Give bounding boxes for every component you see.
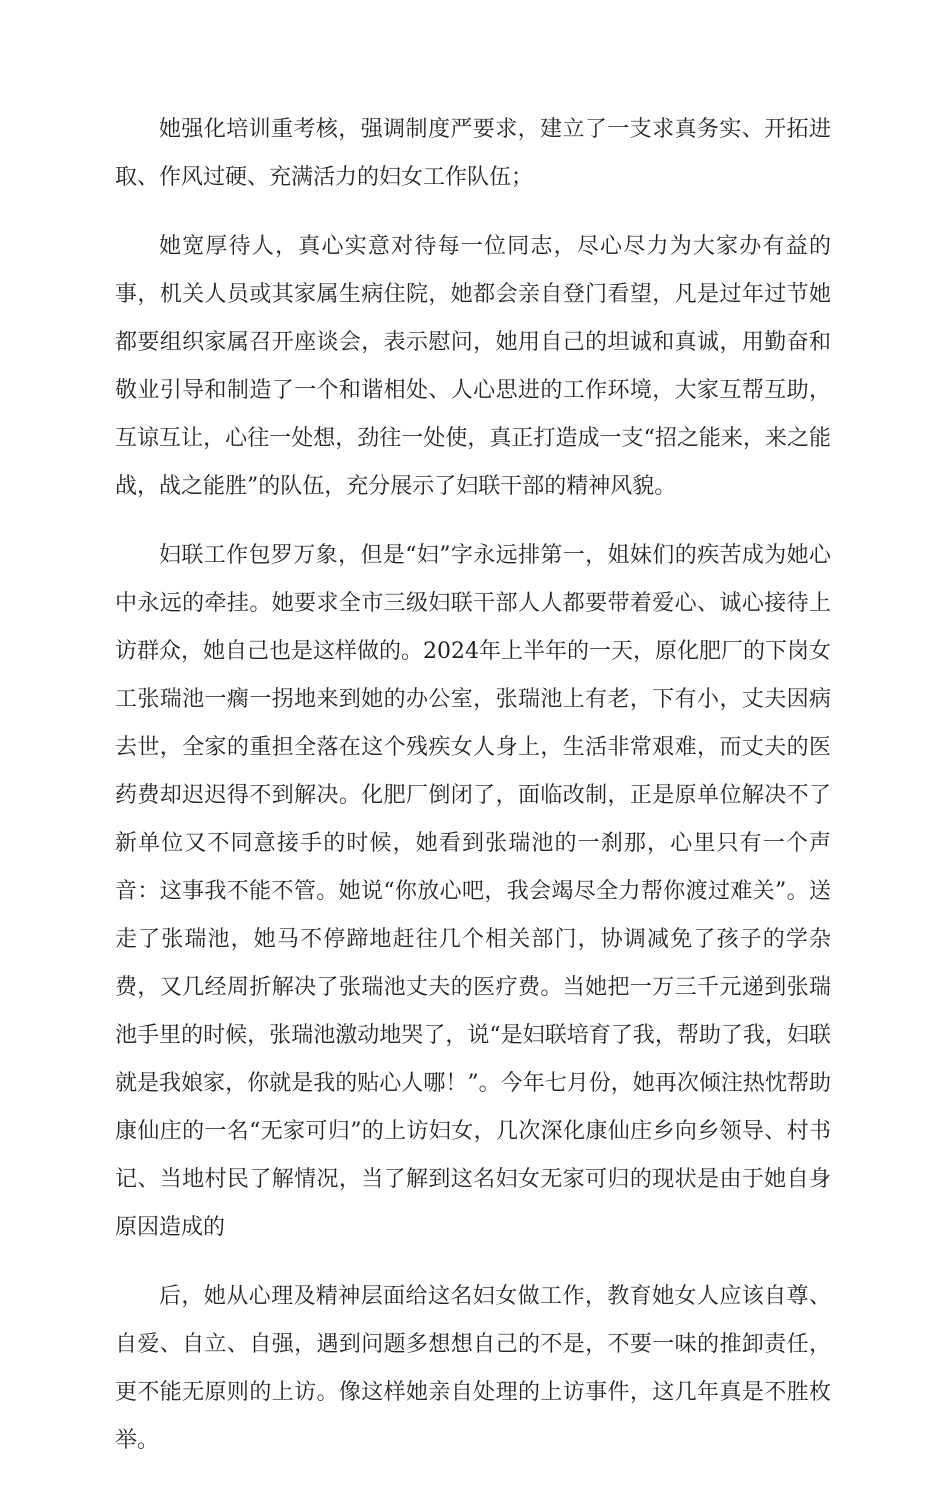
paragraph-team-building: 她强化培训重考核，强调制度严要求，建立了一支求真务实、开拓进取、作风过硬、充满活力的妇女工作队伍； <box>115 117 831 190</box>
paragraph-caring-colleagues: 她宽厚待人，真心实意对待每一位同志，尽心尽力为大家办有益的事，机关人员或其家属生病住院，她都会亲自登门看望，凡是过年过节她都要组织家属召开座谈会，表示慰问，她用自己的坦诚和真诚，用勤奋和敬业引导和制造了一个和谐相处、人心思进的工作环境，大家互帮互助，互谅互让，心往一处想，劲往一处使，真正打造成一支“招之能来，来之能战，战之能胜”的队伍，充分展示了妇联干部的精神风貌。 <box>115 234 831 499</box>
paragraph-petition-case: 妇联工作包罗万象，但是“妇”字永远排第一，姐妹们的疾苦成为她心中永远的牵挂。她要求全市三级妇联干部人人都要带着爱心、诚心接待上访群众，她自己也是这样做的。2024年上半年的一天，原化肥厂的下岗女工张瑞池一瘸一拐地来到她的办公室，张瑞池上有老，下有小，丈夫因病去世，全家的重担全落在这个残疾女人身上，生活非常艰难，而丈夫的医药费却迟迟得不到解决。化肥厂倒闭了，面临改制，正是原单位解决不了新单位又不同意接手的时候，她看到张瑞池的一刹那，心里只有一个声音：这事我不能不管。她说“你放心吧，我会竭尽全力帮你渡过难关”。送走了张瑞池，她马不停蹄地赶往几个相关部门，协调减免了孩子的学杂费，又几经周折解决了张瑞池丈夫的医疗费。当她把一万三千元递到张瑞池手里的时候，张瑞池激动地哭了，说“是妇联培育了我，帮助了我，妇联就是我娘家，你就是我的贴心人哪！”。今年七月份，她再次倾注热忱帮助康仙庄的一名“无家可归”的上访妇女，几次深化康仙庄乡向乡领导、村书记、当地村民了解情况，当了解到这名妇女无家可归的现状是由于她自身原因造成的 <box>115 543 831 1240</box>
document-body <box>115 106 831 1486</box>
paragraph-follow-up: 后，她从心理及精神层面给这名妇女做工作，教育她女人应该自尊、自爱、自立、自强，遇到问题多想想自己的不是，不要一味的推卸责任，更不能无原则的上访。像这样她亲自处理的上访事件，这几年真是不胜枚举。 <box>115 1284 831 1453</box>
